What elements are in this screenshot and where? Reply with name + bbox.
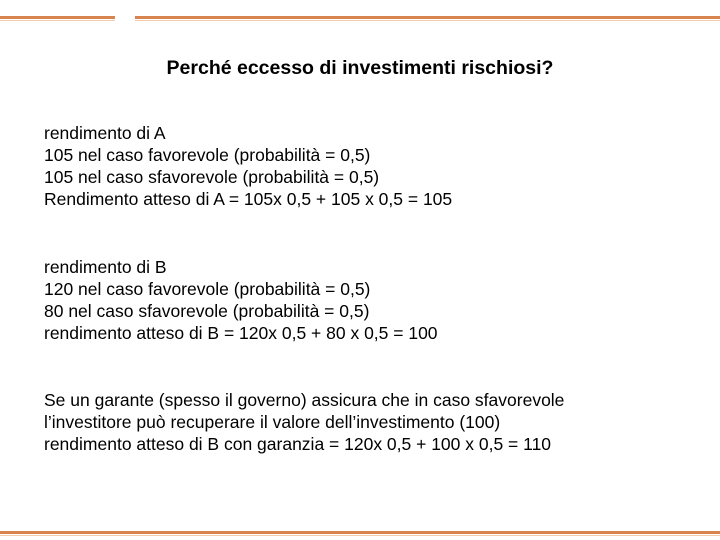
- investment-a-block: [44, 122, 684, 210]
- guarantee-line-2: l’investitore può recuperare il valore dell’investimento (100): [44, 412, 501, 432]
- investment-a-heading: rendimento di A: [44, 123, 166, 143]
- investment-b-unfavorable: 80 nel caso sfavorevole (probabilità = 0,5): [44, 301, 370, 321]
- top-decorative-line: [0, 20, 720, 21]
- bottom-decorative-line: [0, 535, 720, 536]
- slide-title: Perché eccesso di investimenti rischiosi?: [166, 57, 554, 79]
- investment-b-favorable: 120 nel caso favorevole (probabilità = 0,5): [44, 279, 371, 299]
- investment-b-heading: rendimento di B: [44, 257, 167, 277]
- guarantee-block: [44, 389, 684, 455]
- investment-a-expected-return: Rendimento atteso di A = 105x 0,5 + 105 x 0,5 = 105: [44, 189, 453, 209]
- investment-a-unfavorable: 105 nel caso sfavorevole (probabilità = 0,5): [44, 167, 380, 187]
- investment-a-favorable: 105 nel caso favorevole (probabilità = 0,5): [44, 145, 371, 165]
- top-decorative-bar: [0, 16, 720, 19]
- guarantee-line-1: Se un garante (spesso il governo) assicura che in caso sfavorevole: [44, 390, 565, 410]
- bottom-decorative-bar: [0, 531, 720, 534]
- top-bar-gap: [115, 15, 135, 22]
- guarantee-expected-return: rendimento atteso di B con garanzia = 120x 0,5 + 100 x 0,5 = 110: [44, 434, 552, 454]
- investment-b-block: [44, 256, 684, 344]
- investment-b-expected-return: rendimento atteso di B = 120x 0,5 + 80 x 0,5 = 100: [44, 323, 438, 343]
